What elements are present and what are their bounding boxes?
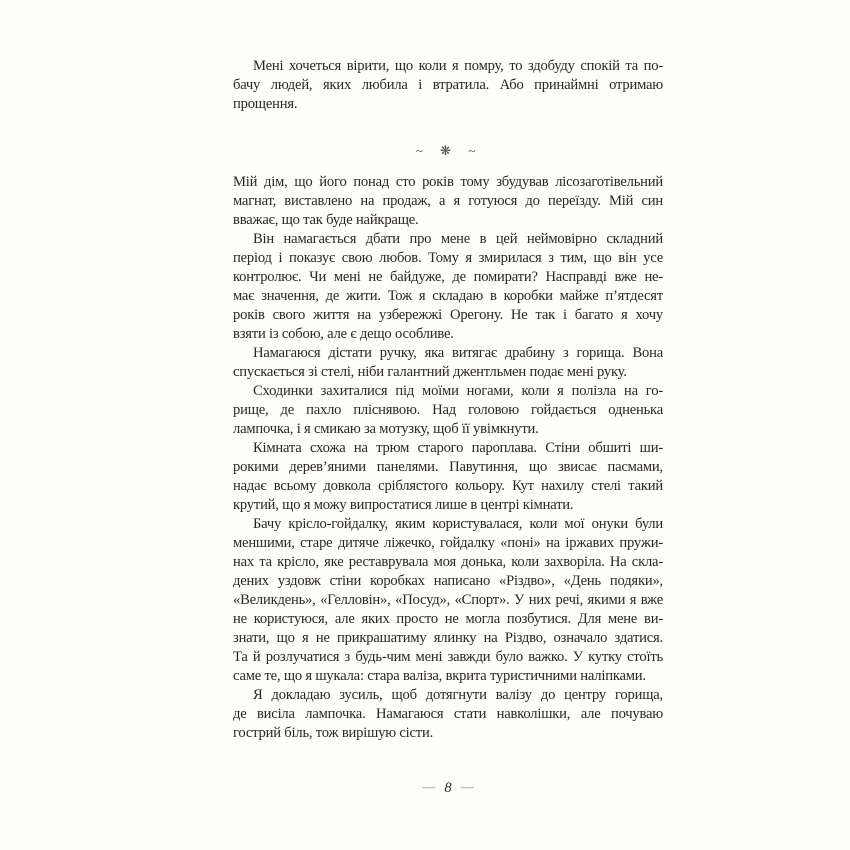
text-line: Мій дім, що його понад сто років тому збудував лісозаготівельний (233, 174, 663, 190)
text-line: не користуюся, але яких просто не могла позбутися. Для мене ви- (233, 611, 663, 627)
paragraph (233, 230, 663, 344)
text-line: період і показує свою любов. Тому я змирилася з тим, що він усе (233, 250, 663, 266)
text-line: Я докладаю зусиль, щоб дотягнути валізу до центру горища, (253, 687, 663, 703)
text-line: рокими дерев’яними панелями. Павутиння, що звисає пасмами, (233, 459, 663, 475)
paragraph (233, 515, 663, 686)
page-footer (233, 778, 663, 798)
text-column (233, 57, 663, 743)
text-line: Бачу крісло-гойдалку, яким користувалася, коли мої онуки були (253, 516, 663, 532)
text-line: знати, що я не прикрашатиму ялинку на Різдво, означало здатися. (233, 630, 663, 646)
page-number: 8 (444, 780, 452, 796)
text-line: надає всьому довкола сріблястого кольору. Кут нахилу стелі такий (233, 478, 663, 494)
text-line: Кімната схожа на трюм старого пароплава. Стіни обшиті ши- (253, 440, 663, 456)
text-line: прощення. (233, 96, 298, 112)
text-line: років свого життя на узбережжі Орегону. Не так і багато я хочу (233, 307, 663, 323)
text-line: гострий біль, тож вирішую сісти. (233, 725, 434, 741)
text-line: спускається зі стелі, ніби галантний джентльмен подає мені руку. (233, 364, 627, 380)
text-line: вважає, що так буде найкраще. (233, 212, 419, 228)
text-line: магнат, виставлено на продаж, а я готуюся до переїзду. Мій син (233, 193, 663, 209)
text-line: лампочка, і я смикаю за мотузку, щоб її увімкнути. (233, 421, 539, 437)
text-line: меншими, старе дитяче ліжечко, гойдалку «поні» на іржавих пружи- (233, 535, 663, 551)
text-line: рище, де пахло пліснявою. Над головою гойдається одненька (233, 402, 663, 418)
text-line: нах та крісло, яке реставрувала моя донька, коли захворіла. На скла- (233, 554, 663, 570)
text-line: крутий, що я можу випростатися лише в центрі кімнати. (233, 497, 574, 513)
paragraph (233, 173, 663, 230)
footer-dash-right: — (460, 779, 474, 794)
text-line: де висіла лампочка. Намагаюся стати навколішки, але почуваю (233, 706, 663, 722)
text-line: контролює. Чи мені не байдуже, де помирати? Насправді вже не- (233, 269, 663, 285)
text-line: Та й розлучатися з будь-чим мені завжди було важко. У кутку стоїть (233, 649, 663, 665)
text-line: Сходинки захиталися під моїми ногами, коли я полізла на го- (253, 383, 663, 399)
text-line: Намагаюся дістати ручку, яка витягає драбину з горища. Вона (253, 345, 663, 361)
text-line: «Великдень», «Гелловін», «Посуд», «Спорт». У них речі, якими я вже (233, 592, 663, 608)
text-line: взяти із собою, але є дещо особливе. (233, 326, 454, 342)
paragraph (233, 686, 663, 743)
text-line: саме те, що я шукала: стара валіза, вкрита туристичними наліпками. (233, 668, 646, 684)
text-line: бачу людей, яких любила і втратила. Або принаймні отримаю (233, 77, 663, 93)
paragraph (233, 382, 663, 439)
text-line: Він намагається дбати про мене в цей неймовірно складний (253, 231, 663, 247)
paragraph (233, 57, 663, 114)
text-line: дених уздовж стіни коробках написано «Різдво», «День подяки», (233, 573, 663, 589)
paragraph (233, 439, 663, 515)
paragraph (233, 344, 663, 382)
footer-dash-left: — (422, 779, 436, 794)
text-line: має значення, де жити. Тож я складаю в коробки майже п’ятдесят (233, 288, 663, 304)
section-separator: ~ ❋ ~ (415, 143, 481, 158)
text-line: Мені хочеться вірити, що коли я помру, то здобуду спокій та по- (253, 58, 663, 74)
